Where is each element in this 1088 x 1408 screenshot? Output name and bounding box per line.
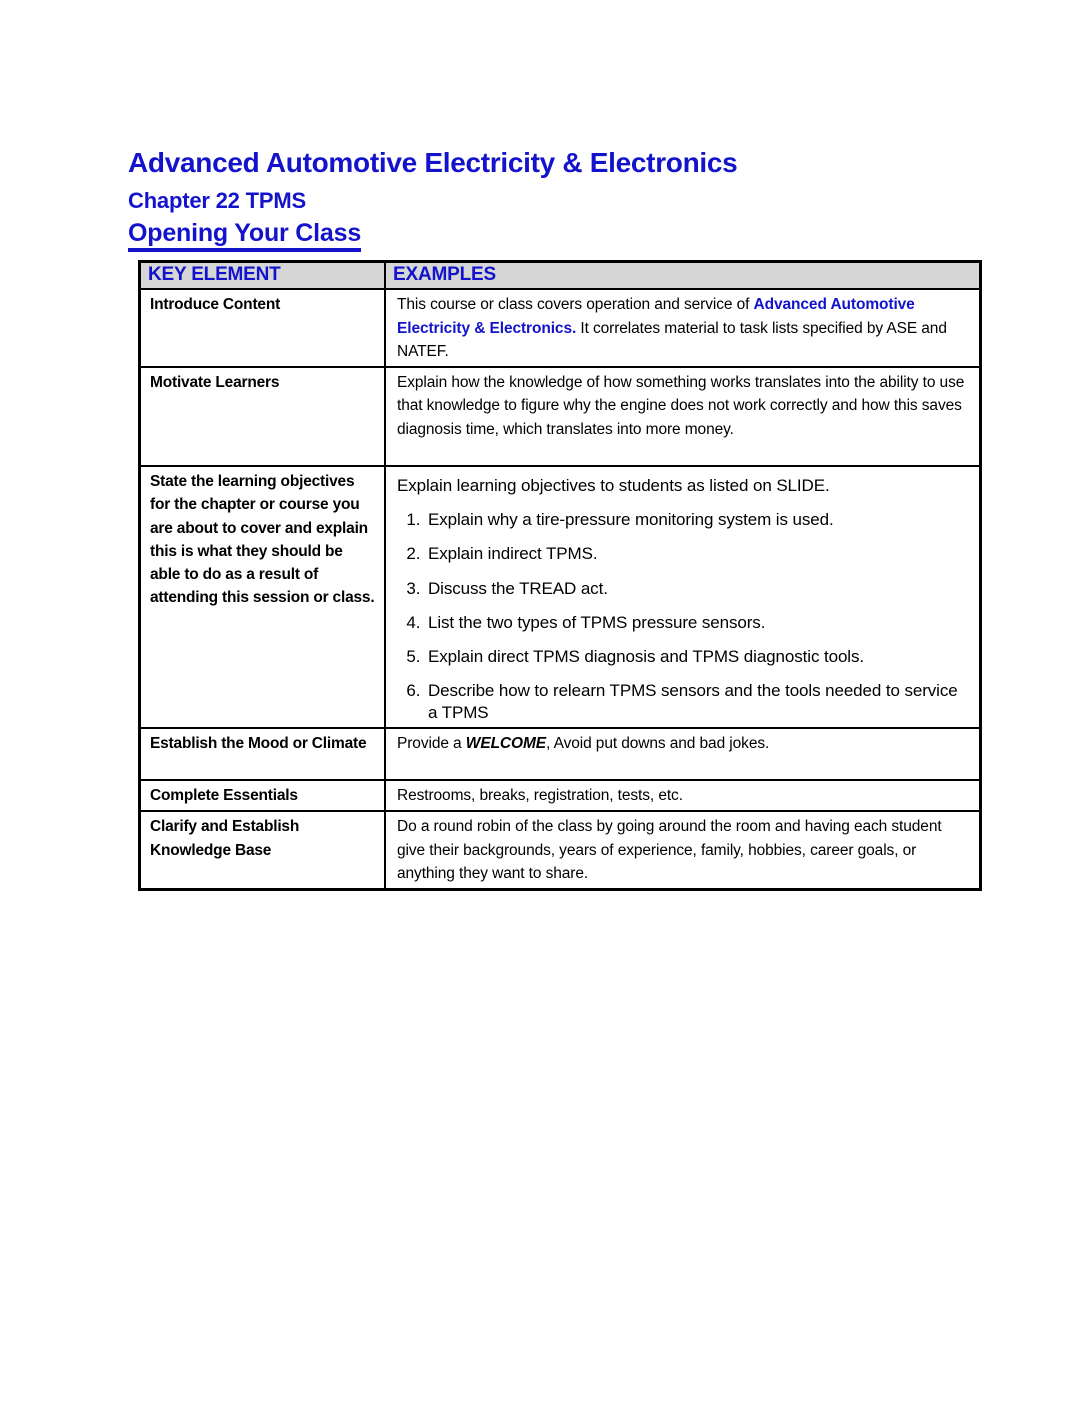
col-header-examples: EXAMPLES — [385, 262, 981, 290]
document-title: Advanced Automotive Electricity & Electronics — [128, 147, 738, 178]
objective-item: 6. Describe how to relearn TPMS sensors and the tools needed to service a TPMS — [425, 680, 969, 724]
document-page — [128, 147, 965, 891]
key-element-cell: Motivate Learners — [140, 367, 386, 466]
key-element-cell: Complete Essentials — [140, 780, 386, 811]
table-header-row — [140, 262, 981, 290]
example-emphasis: WELCOME — [465, 735, 547, 753]
table-row-establish-mood — [140, 728, 981, 780]
example-cell: Explain how the knowledge of how something works translates into the ability to use that knowledge to figure why the engine does not work correctly and how this saves diagnosis time, which translates into more money. — [385, 367, 981, 466]
key-element-cell: State the learning objectives for the chapter or course you are about to cover and explain this is what they should be able to do as a result of attending this session or class. — [140, 466, 386, 728]
objective-item: 4. List the two types of TPMS pressure sensors. — [425, 612, 969, 634]
table-row-learning-objectives — [140, 466, 981, 728]
objective-item: 5. Explain direct TPMS diagnosis and TPMS diagnostic tools. — [425, 646, 969, 668]
example-cell — [385, 289, 981, 367]
chapter-heading: Chapter 22 TPMS — [128, 187, 306, 213]
table-row-clarify-knowledge — [140, 811, 981, 889]
objectives-intro: Explain learning objectives to students as listed on SLIDE. — [397, 476, 830, 496]
example-cell — [385, 466, 981, 728]
objective-item: 2. Explain indirect TPMS. — [425, 543, 969, 565]
example-text: Provide a — [397, 735, 466, 753]
objective-item: 1. Explain why a tire-pressure monitoring system is used. — [425, 509, 969, 531]
objectives-list — [397, 509, 969, 724]
table-row-complete-essentials — [140, 780, 981, 811]
table-row-motivate-learners — [140, 367, 981, 466]
table-row-introduce-content — [140, 289, 981, 367]
example-cell: Restrooms, breaks, registration, tests, etc. — [385, 780, 981, 811]
section-heading — [128, 220, 956, 253]
example-text: This course or class covers operation and service of — [397, 296, 754, 314]
col-header-key-element: KEY ELEMENT — [140, 262, 386, 290]
example-cell — [385, 728, 981, 780]
opening-class-table — [138, 260, 982, 891]
section-heading-text: Opening Your Class — [128, 220, 361, 253]
example-text: It correlates material to task lists specified by ASE and NATEF. — [397, 319, 947, 360]
key-element-cell: Establish the Mood or Climate — [140, 728, 386, 780]
key-element-cell: Clarify and Establish Knowledge Base — [140, 811, 386, 889]
example-highlight: Advanced Automotive Electricity & Electronics. — [397, 296, 915, 337]
objective-item: 3. Discuss the TREAD act. — [425, 578, 969, 600]
key-element-cell: Introduce Content — [140, 289, 386, 367]
example-cell: Do a round robin of the class by going around the room and having each student give their backgrounds, years of experience, family, hobbies, career goals, or anything they want to share. — [385, 811, 981, 889]
example-text: , Avoid put downs and bad jokes. — [546, 735, 770, 753]
